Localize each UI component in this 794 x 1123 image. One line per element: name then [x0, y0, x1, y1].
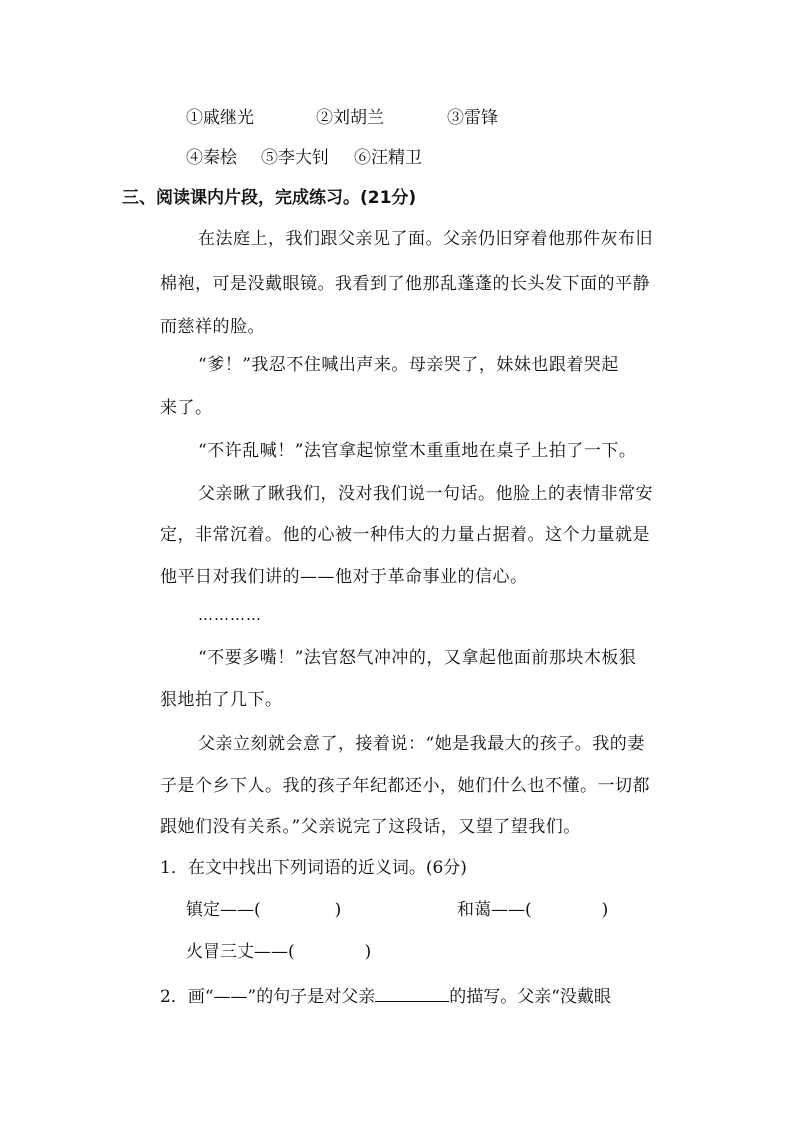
q1-item-2[interactable]: [457, 898, 608, 922]
question-number: 2．: [160, 987, 188, 1007]
question-2: [160, 983, 611, 1009]
passage-line: 棉袍，可是没戴眼镜。我看到了他那乱蓬蓬的长头发下面的平静: [160, 274, 650, 294]
option-1: ①戚继光: [186, 108, 254, 128]
passage-line: 他平日对我们讲的——他对于革命事业的信心。: [160, 567, 528, 587]
option-3: ③雷锋: [447, 108, 498, 128]
option-5: ⑤李大钊: [261, 148, 329, 168]
section-heading: 三、阅读课内片段，完成练习。(21分): [122, 188, 417, 208]
option-2: ②刘胡兰: [316, 108, 384, 128]
passage-line: 定，非常沉着。他的心被一种伟大的力量占据着。这个力量就是: [160, 525, 650, 545]
answer-blank[interactable]: [375, 983, 449, 1002]
passage-line: 狠地拍了几下。: [160, 690, 283, 710]
passage-line: “爹！”我忍不住喊出声来。母亲哭了，妹妹也跟着哭起: [198, 355, 619, 375]
question-1: [160, 856, 467, 880]
q1-item-1[interactable]: [186, 898, 341, 922]
passage-line: 而慈祥的脸。: [160, 317, 265, 337]
q1-item-label: 和蔼——(: [457, 900, 532, 920]
question-text-cont: 的描写。父亲“没戴眼: [449, 987, 611, 1007]
close-paren: ): [601, 900, 609, 920]
q1-item-label: 镇定——(: [186, 900, 261, 920]
question-number: 1．: [160, 858, 188, 878]
option-6: ⑥汪精卫: [354, 148, 422, 168]
passage-line: 父亲立刻就会意了，接着说：“她是我最大的孩子。我的妻: [198, 734, 645, 754]
passage-line: 来了。: [160, 398, 213, 418]
close-paren: ): [334, 900, 342, 920]
ellipsis: …………: [198, 606, 262, 624]
question-text: 画“——”的句子是对父亲: [187, 987, 376, 1007]
passage-line: 跟她们没有关系。”父亲说完了这段话，又望了望我们。: [160, 817, 581, 837]
passage-line: 父亲瞅了瞅我们，没对我们说一句话。他脸上的表情非常安: [198, 484, 653, 504]
question-text: 在文中找出下列词语的近义词。(6分): [187, 858, 467, 878]
close-paren: ): [364, 942, 372, 962]
q1-item-3[interactable]: [186, 940, 371, 964]
option-4: ④秦桧: [186, 148, 237, 168]
passage-line: “不许乱喊！”法官拿起惊堂木重重地在桌子上拍了一下。: [198, 441, 637, 461]
passage-line: 子是个乡下人。我的孩子年纪都还小，她们什么也不懂。一切都: [160, 776, 650, 796]
passage-line: 在法庭上，我们跟父亲见了面。父亲仍旧穿着他那件灰布旧: [198, 229, 653, 249]
passage-line: “不要多嘴！”法官怒气冲冲的，又拿起他面前那块木板狠: [198, 648, 637, 668]
q1-item-label: 火冒三丈——(: [186, 942, 295, 962]
